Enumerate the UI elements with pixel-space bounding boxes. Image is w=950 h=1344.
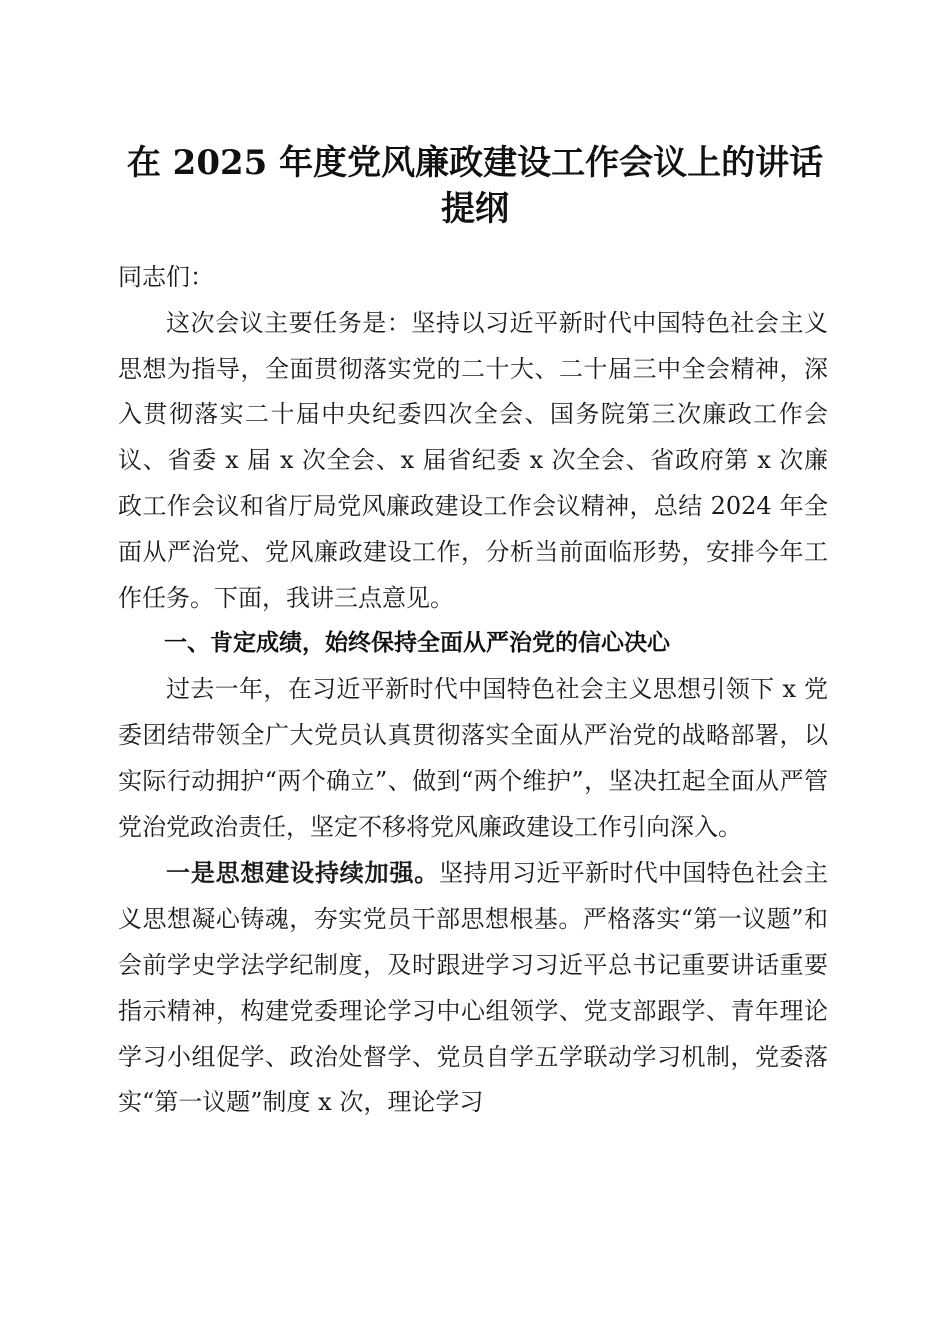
- point-1-lead: 一是思想建设持续加强。: [166, 858, 440, 888]
- document-body: [118, 255, 828, 1126]
- intro-paragraph: 这次会议主要任务是：坚持以习近平新时代中国特色社会主义思想为指导，全面贯彻落实党的二十大、二十届三中全会精神，深入贯彻落实二十届中央纪委四次全会、国务院第三次廉政工作会议、省委 x 届 x 次全会、x 届省纪委 x 次全会、省政府第 x 次廉政工作会议和省厅局党风廉政建设工作会议精神，总结 2024 年全面从严治党、党风廉政建设工作，分析当前面临形势，安排今年工作任务。下面，我讲三点意见。: [118, 308, 828, 612]
- document-title-continued: 提纲: [441, 189, 509, 229]
- point-1-text: 坚持用习近平新时代中国特色社会主义思想凝心铸魂，夯实党员干部思想根基。严格落实“第一议题”和会前学史学法学纪制度，及时跟进学习习近平总书记重要讲话重要指示精神，构建党委理论学习中心组领学、党支部跟学、青年理论学习小组促学、政治处督学、党员自学五学联动学习机制，党委落实“第一议题”制度 x 次，理论学习: [118, 859, 829, 1117]
- document-title: 在 2025 年度党风廉政建设工作会议上的讲话: [126, 143, 824, 183]
- section-heading-1: 一、肯定成绩，始终保持全面从严治党的信心决心: [164, 630, 670, 657]
- point-1-paragraph: [118, 850, 828, 1126]
- salutation: 同志们：: [118, 263, 214, 291]
- section-1-paragraph: 过去一年，在习近平新时代中国特色社会主义思想引领下 x 党委团结带领全广大党员认真贯彻落实全面从严治党的战略部署，以实际行动拥护“两个确立”、做到“两个维护”，坚决扛起全面从严管党治党政治责任，坚定不移将党风廉政建设工作引向深入。: [118, 675, 828, 841]
